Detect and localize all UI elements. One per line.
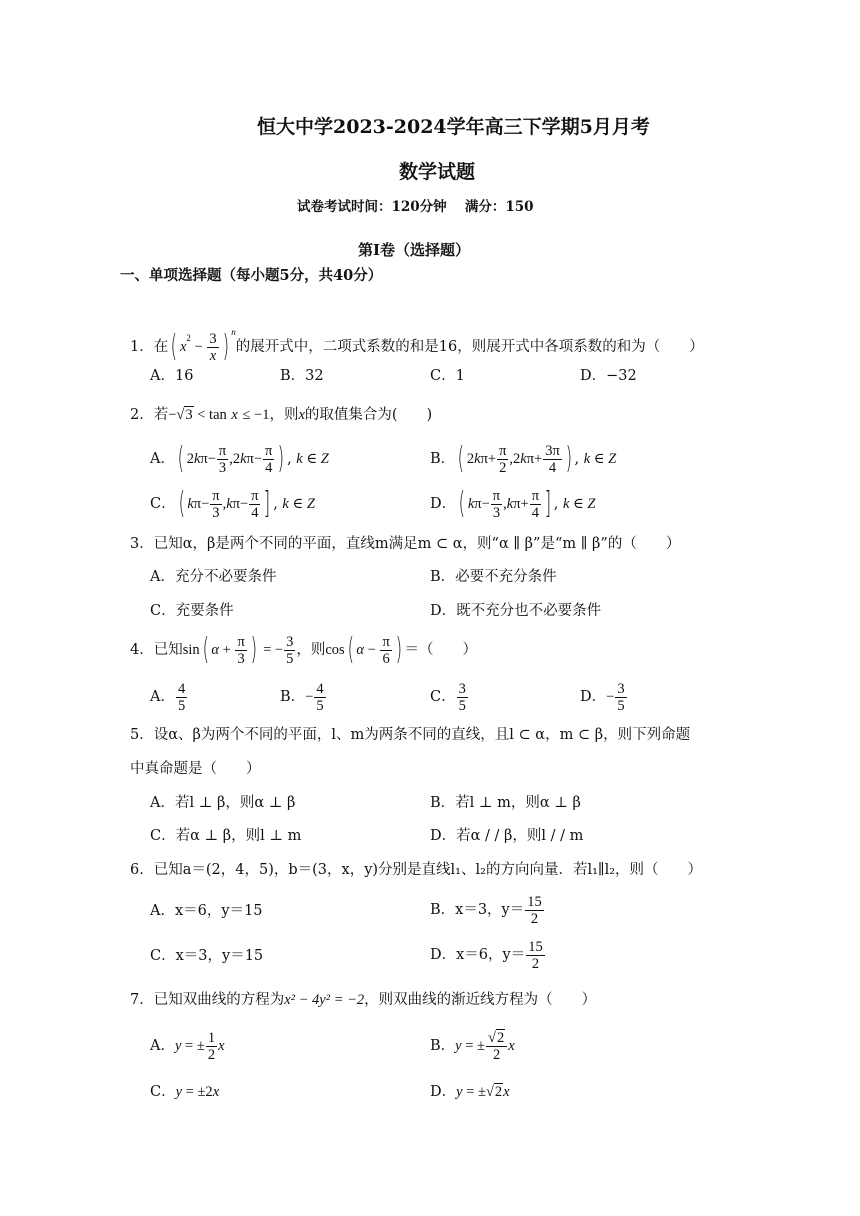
q2-text-end: 的取值集合为( )	[304, 407, 433, 423]
question-5-line-2: 中真命题是（ ）	[130, 761, 261, 777]
part-heading: 第Ⅰ卷（选择题）	[358, 241, 471, 259]
q7-label-d: D．	[430, 1084, 457, 1100]
q3-option-b: B．必要不充分条件	[430, 569, 557, 585]
q2-text: ，则	[269, 407, 299, 423]
q4-end: ＝（ ）	[404, 642, 478, 658]
q2-option-b: B．( 2kπ+ $\frac{\pi}{2}$ ,2kπ+ $\frac{3\pi}{4}$ ) , k ∈ Z	[430, 441, 617, 476]
q6-option-a: A．x＝6，y＝15	[150, 903, 263, 919]
q7-option-c: C．y = ±2x	[150, 1084, 220, 1100]
q2-kz-c: k ∈ Z	[282, 496, 315, 512]
q2-kz-b: k ∈ Z	[583, 451, 617, 467]
q2-label-b: B．	[430, 451, 456, 467]
q1-number: 1．在	[130, 339, 169, 355]
q2-option-c: C．( kπ− $\frac{\pi}{3}$ ,kπ− $\frac{\pi}{4}$ ] , k ∈ Z	[150, 486, 315, 521]
q7-equation: x² − 4y² = −2	[284, 992, 365, 1008]
q4-number: 4．已知	[130, 642, 183, 658]
q2-label-a: A．	[150, 451, 175, 467]
q3-option-c: C．充要条件	[150, 603, 234, 619]
q7-option-b: B．y = ± $\frac{√2}{2}$ x	[430, 1029, 515, 1063]
q2-kz-d: k ∈ Z	[562, 496, 596, 512]
q4-option-a: A． $\frac{4}{5}$	[150, 680, 186, 714]
q2-kz-a: k ∈ Z	[296, 451, 329, 467]
q1-option-b: B．32	[280, 368, 324, 384]
q1-option-c: C．1	[430, 368, 465, 384]
q2-option-d: D．( kπ− $\frac{\pi}{3}$ ,kπ+ $\frac{\pi}{4}$ ] , k ∈ Z	[430, 486, 596, 521]
q7-option-a: A．y = ± $\frac{1}{2}$ x	[150, 1029, 225, 1063]
question-2-stem: 2．若−√3 < tan x ≤ −1，则x的取值集合为( )	[130, 407, 433, 423]
q2-label-d: D．	[430, 496, 457, 512]
q5-option-a: A．若l ⊥ β，则α ⊥ β	[150, 795, 296, 811]
q4-label-c: C．	[430, 689, 456, 705]
q6-option-c: C．x＝3，y＝15	[150, 948, 264, 964]
q7-label-b: B．	[430, 1038, 456, 1054]
question-3-stem: 3．已知α，β是两个不同的平面，直线m满足m ⊂ α，则“α ∥ β”是“m ∥ β”的（ ）	[130, 536, 681, 552]
q6-option-b	[430, 888, 545, 932]
q7-number: 7．已知双曲线的方程为	[130, 992, 285, 1008]
q4-mid: ，则	[296, 642, 326, 658]
q4-label-d: D．	[580, 689, 607, 705]
exam-info: 试卷考试时间：120分钟 满分：150	[297, 199, 534, 215]
q7-option-d: D．y = ±√2x	[430, 1084, 510, 1100]
q7-label-a: A．	[150, 1038, 175, 1054]
q5-option-b: B．若l ⊥ m，则α ⊥ β	[430, 795, 581, 811]
question-6-stem: 6．已知a＝(2，4，5)，b＝(3，x，y)分别是直线l₁、l₂的方向向量．若l₁∥l₂，则（ ）	[130, 862, 703, 878]
q5-option-c: C．若α ⊥ β，则l ⊥ m	[150, 828, 302, 844]
q5-option-d: D．若α / / β，则l / / m	[430, 828, 584, 844]
q2-number: 2．若	[130, 407, 169, 423]
q4-label-b: B．	[280, 689, 306, 705]
q6-d-den: 2	[531, 955, 540, 972]
q6-b-den: 2	[530, 910, 539, 927]
q1-text: 的展开式中，二项式系数的和是16，则展开式中各项系数的和为（ ）	[235, 339, 704, 355]
q4-option-d: D．− $\frac{3}{5}$	[580, 680, 625, 714]
q4-option-c: C． $\frac{3}{5}$	[430, 680, 466, 714]
q7-text: ，则双曲线的渐近线方程为（ ）	[364, 992, 597, 1008]
q6-option-d	[430, 933, 546, 977]
q1-option-a: A．16	[150, 368, 194, 384]
exam-subtitle: 数学试题	[399, 161, 476, 183]
q6-b-num: 15	[527, 893, 542, 910]
question-1-stem: 1．在( $x^2$ − $\frac{3}{x}$ ) $^n$的展开式中，二项式系数的和是16，则展开式中各项系数的和为（ ）	[130, 327, 704, 364]
q2-var: x	[298, 407, 305, 423]
q3-option-a: A．充分不必要条件	[150, 569, 277, 585]
q6-d-num: 15	[528, 938, 543, 955]
question-4-stem: 4．已知sin( α + $\frac{\pi}{3}$ ) = − $\frac{3}{5}$ ，则cos( α − $\frac{\pi}{6}$ ) ＝（ ）	[130, 632, 478, 667]
question-5-line-1: 5．设α、β为两个不同的平面，l、m为两条不同的直线，且l ⊂ α，m ⊂ β，则下列命题	[130, 727, 691, 743]
exam-title: 恒大中学2023-2024学年高三下学期5月月考	[257, 116, 650, 138]
question-7-stem	[130, 990, 596, 1010]
q6-label-b: B．x＝3，y＝	[430, 902, 525, 918]
q4-option-b: B．− $\frac{4}{5}$	[280, 680, 324, 714]
q3-option-d: D．既不充分也不必要条件	[430, 603, 602, 619]
q1-option-d: D．−32	[580, 368, 637, 384]
q4-label-a: A．	[150, 689, 175, 705]
q7-label-c: C．	[150, 1084, 176, 1100]
q2-option-a: A．( 2kπ− $\frac{\pi}{3}$ ,2kπ− $\frac{\pi}{4}$ ) , k ∈ Z	[150, 441, 329, 476]
q2-label-c: C．	[150, 496, 176, 512]
section-heading: 一、单项选择题（每小题5分，共40分）	[120, 267, 383, 284]
q6-label-d: D．x＝6，y＝	[430, 947, 526, 963]
